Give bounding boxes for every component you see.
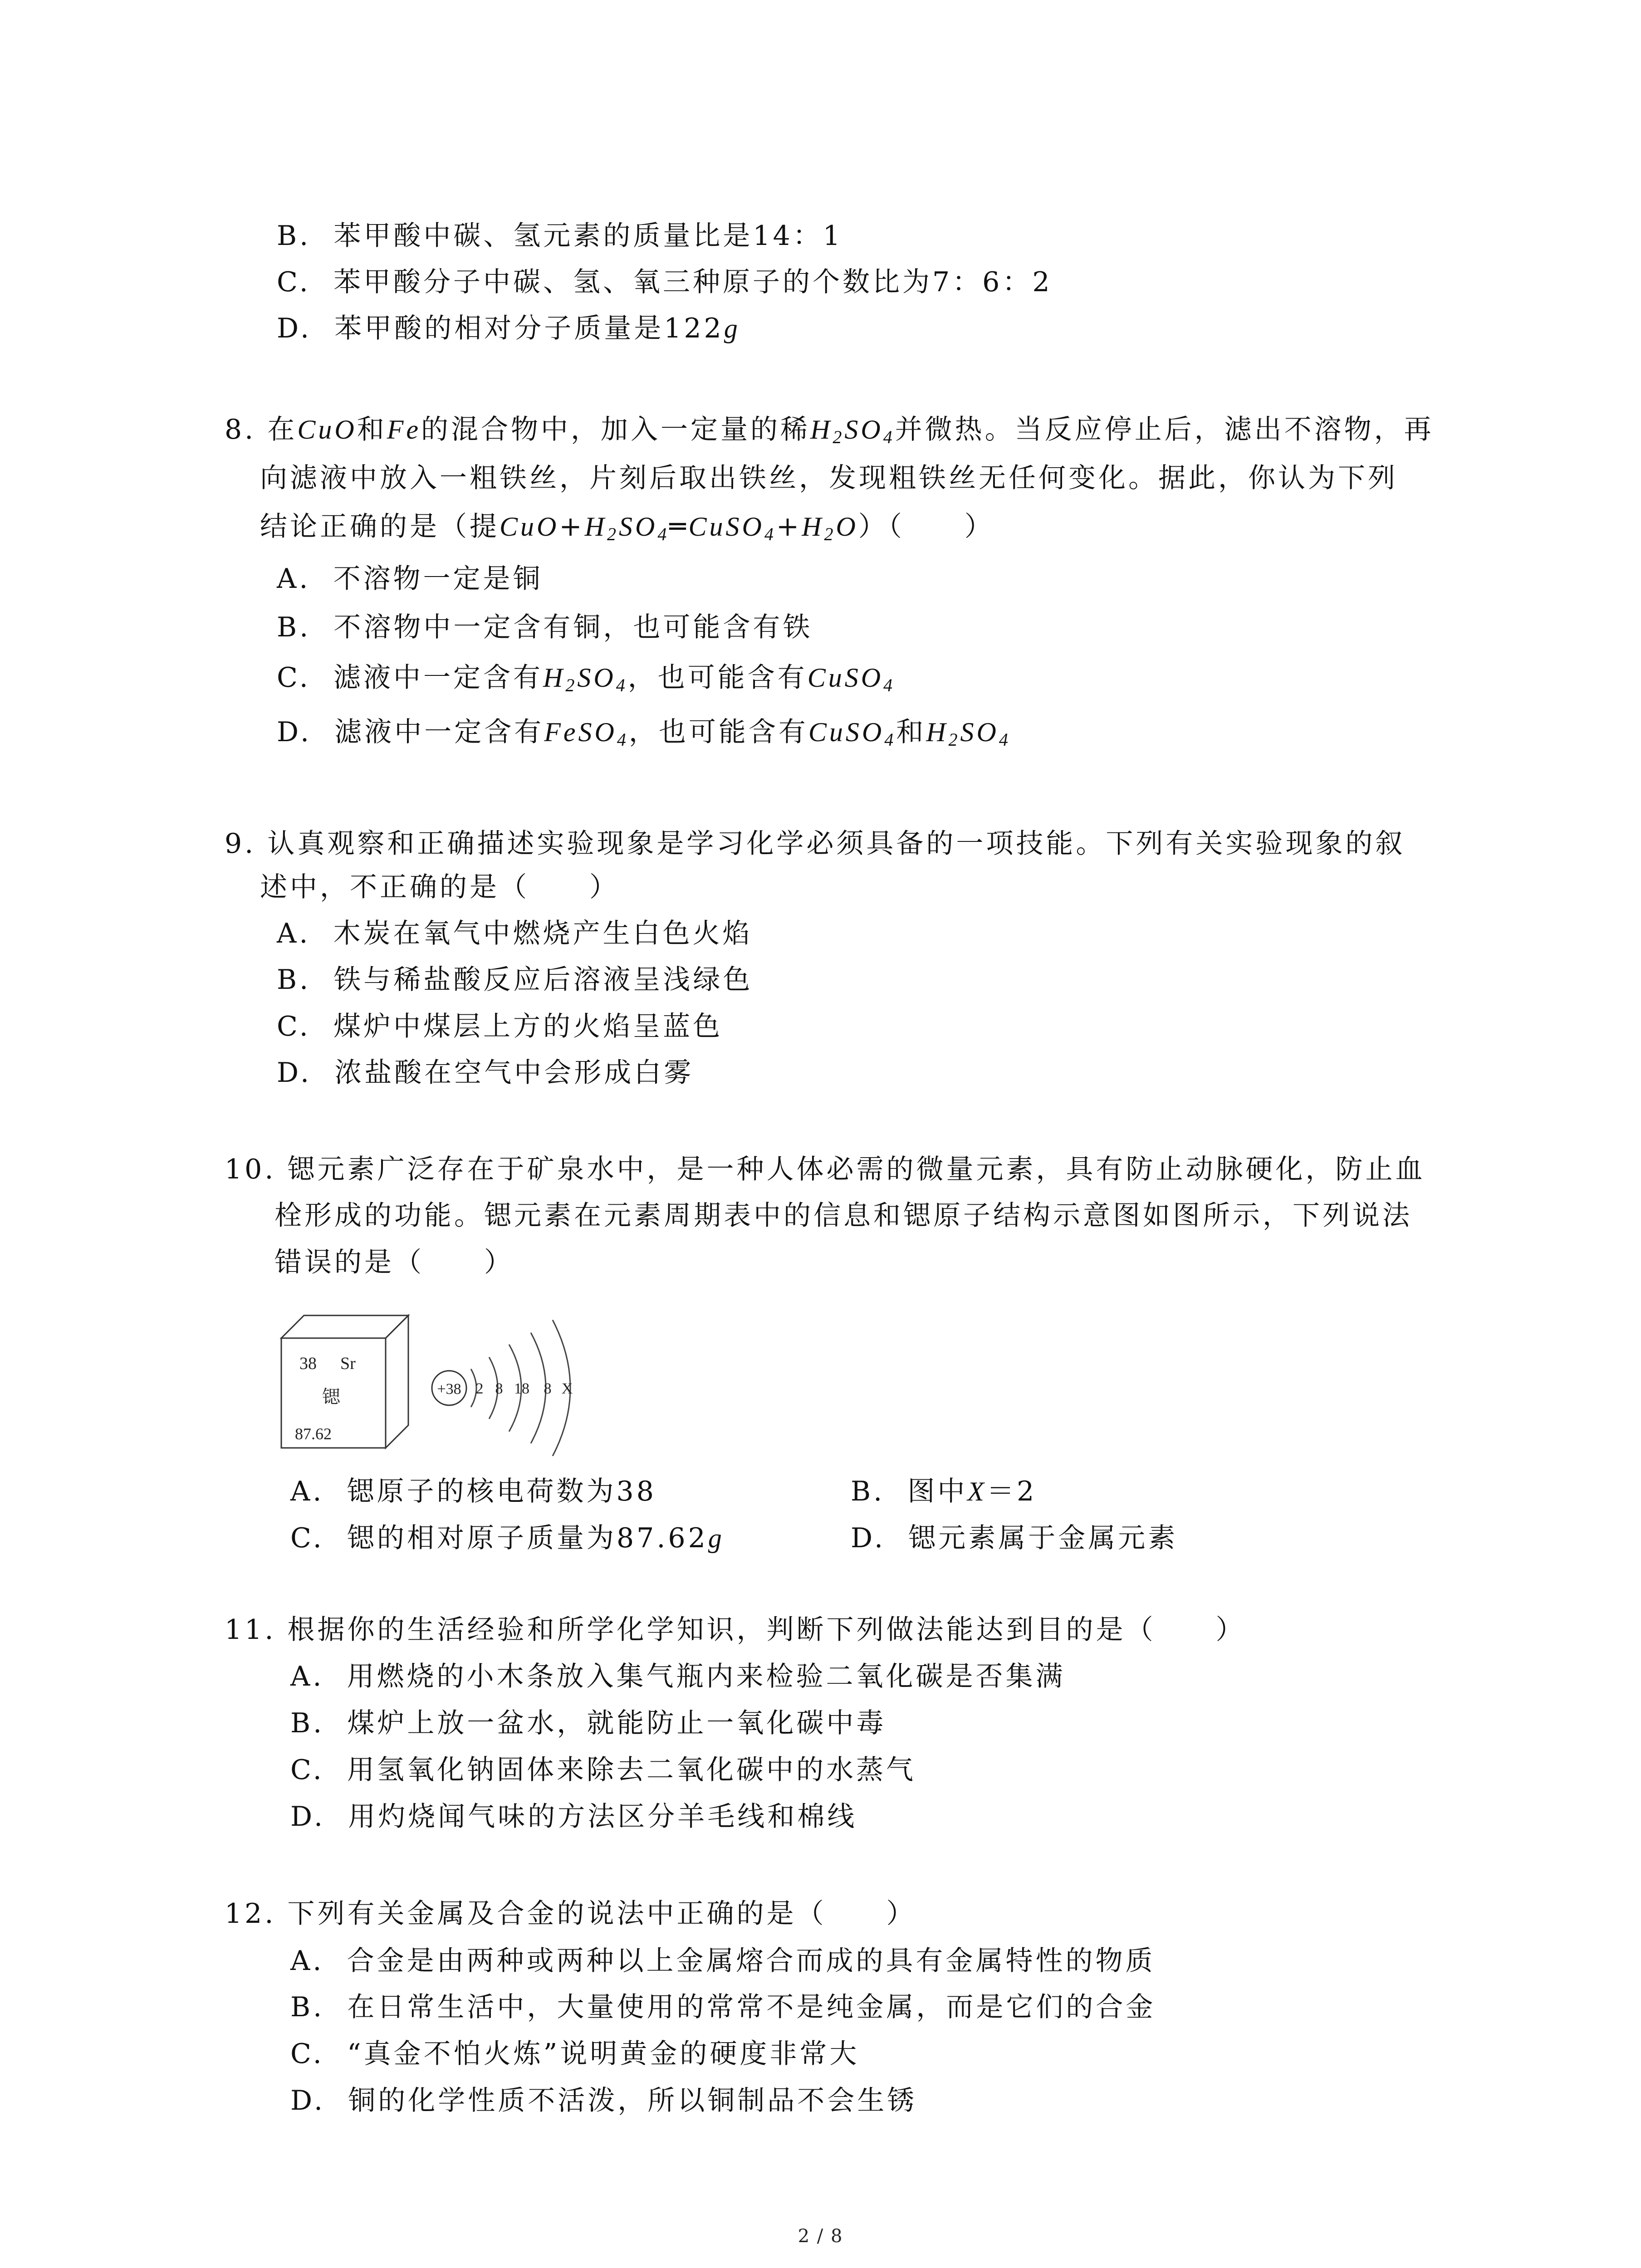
nucleus-charge: +38	[437, 1381, 461, 1398]
q11-option-c: C. 用氢氧化钠固体来除去二氧化碳中的水蒸气	[290, 1754, 916, 1786]
page-number: 2 / 8	[798, 2226, 843, 2247]
q8-stem-line-2: 向滤液中放入一粗铁丝，片刻后取出铁丝，发现粗铁丝无任何变化。据此，你认为下列	[260, 462, 1398, 494]
q10-stem-line-2: 栓形成的功能。锶元素在元素周期表中的信息和锶原子结构示意图如图所示，下列说法	[274, 1200, 1412, 1232]
element-name: 锶	[322, 1387, 340, 1408]
q9-option-b: B. 铁与稀盐酸反应后溶液呈浅绿色	[277, 964, 753, 996]
q7-option-c: C. 苯甲酸分子中碳、氢、氧三种原子的个数比为7：6：2	[277, 266, 1053, 298]
q8-option-c: C. 滤液中一定含有$H_2SO_4$，也可能含有CuSO$_4$	[277, 662, 896, 695]
element-symbol: Sr	[340, 1354, 356, 1373]
q9-stem-line-1: 9. 认真观察和正确描述实验现象是学习化学必须具备的一项技能。下列有关实验现象的叙	[225, 828, 1406, 860]
q8-stem-line-1: 8. 在CuO和Fe的混合物中，加入一定量的稀$H_2SO_4$并微热。当反应停止后，滤出不溶物，再	[225, 414, 1434, 447]
q8-stem-line-3: 结论正确的是（提$CuO+H_2SO_4═CuSO_4+H_2O$）（ ）	[260, 511, 994, 544]
q9-option-d: D. 浓盐酸在空气中会形成白雾	[277, 1057, 694, 1089]
q11-option-d: D. 用灼烧闻气味的方法区分羊毛线和棉线	[290, 1801, 857, 1833]
q12-option-a: A. 合金是由两种或两种以上金属熔合而成的具有金属特性的物质	[290, 1945, 1156, 1977]
atomic-mass: 87.62	[295, 1425, 332, 1443]
q10-option-a: A. 锶原子的核电荷数为38	[290, 1476, 656, 1507]
q8-option-b: B. 不溶物中一定含有铜，也可能含有铁	[277, 611, 813, 643]
q7-option-d: D. 苯甲酸的相对分子质量是122g	[277, 313, 740, 344]
shell-count-5: X	[561, 1380, 573, 1397]
shell-count-3: 18	[514, 1380, 529, 1397]
shell-count-4: 8	[544, 1380, 552, 1397]
atom-structure-diagram	[432, 1320, 573, 1456]
atomic-number: 38	[299, 1354, 317, 1373]
q11-stem: 11. 根据你的生活经验和所学化学知识，判断下列做法能达到目的是（ ）	[225, 1614, 1246, 1646]
shell-count-1: 2	[475, 1380, 484, 1397]
q12-option-c: C. “真金不怕火炼”说明黄金的硬度非常大	[290, 2038, 860, 2070]
q10-option-c: C. 锶的相对原子质量为87.62g	[290, 1522, 725, 1554]
q12-stem: 12. 下列有关金属及合金的说法中正确的是（ ）	[225, 1898, 916, 1930]
q10-option-b: B. 图中X＝2	[851, 1476, 1037, 1507]
q12-option-d: D. 铜的化学性质不活泼，所以铜制品不会生锈	[290, 2085, 917, 2116]
q8-option-d: D. 滤液中一定含有FeSO$_4$，也可能含有CuSO$_4$和$H_2SO_4$	[277, 716, 1011, 750]
element-cell	[281, 1315, 408, 1448]
q10-option-d: D. 锶元素属于金属元素	[851, 1522, 1178, 1554]
strontium-figure	[277, 1306, 594, 1456]
q11-option-b: B. 煤炉上放一盆水，就能防止一氧化碳中毒	[290, 1707, 887, 1739]
q9-option-c: C. 煤炉中煤层上方的火焰呈蓝色	[277, 1011, 723, 1042]
q9-option-a: A. 木炭在氧气中燃烧产生白色火焰	[277, 918, 753, 949]
q10-stem-line-1: 10. 锶元素广泛存在于矿泉水中，是一种人体必需的微量元素，具有防止动脉硬化，防止血	[225, 1154, 1425, 1185]
q10-stem-line-3: 错误的是（ ）	[274, 1246, 514, 1278]
q8-option-a: A. 不溶物一定是铜	[277, 563, 543, 595]
q12-option-b: B. 在日常生活中，大量使用的常常不是纯金属，而是它们的合金	[290, 1991, 1156, 2023]
q7-option-b: B. 苯甲酸中碳、氢元素的质量比是14：1	[277, 220, 843, 252]
shell-count-2: 8	[495, 1380, 503, 1397]
q9-stem-line-2: 述中，不正确的是（ ）	[260, 871, 619, 903]
q11-option-a: A. 用燃烧的小木条放入集气瓶内来检验二氧化碳是否集满	[290, 1661, 1066, 1692]
